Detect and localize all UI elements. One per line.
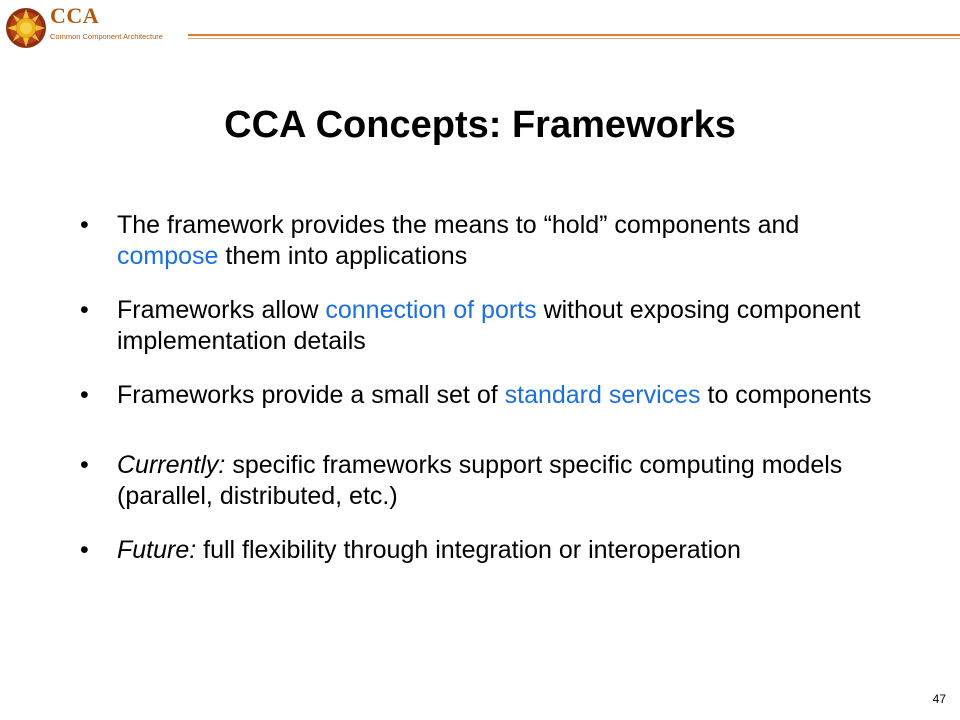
bullet-text: Frameworks allow [117, 296, 326, 324]
slide-header [0, 0, 960, 60]
bullet-text: full flexibility through integration or interoperation [196, 536, 741, 564]
bullet-highlight: standard services [504, 381, 701, 409]
page-number: 47 [932, 692, 946, 706]
bullet-highlight: connection of ports [325, 296, 537, 324]
bullet-item [80, 450, 900, 512]
bullet-list [80, 210, 900, 566]
bullet-item [80, 535, 900, 566]
bullet-highlight: compose [117, 242, 219, 270]
bullet-text: specific frameworks support specific computing models (parallel, distributed, etc.) [117, 451, 843, 510]
bullet-text: The framework provides the means to “hold” components and [117, 211, 800, 239]
bullet-text: them into applications [218, 242, 468, 270]
bullet-item [80, 210, 900, 272]
bullet-item [80, 295, 900, 357]
header-divider-thin [188, 38, 960, 39]
slide-title: CCA Concepts: Frameworks [224, 104, 736, 146]
bullet-item [80, 380, 900, 411]
bullet-italic-lead: Future: [117, 536, 197, 564]
header-divider [188, 34, 960, 36]
logo-text: CCA [50, 3, 100, 28]
logo-subtitle: Common Component Architecture [50, 32, 163, 41]
cca-logo-icon [4, 6, 48, 50]
bullet-text: Frameworks provide a small set of [117, 381, 505, 409]
bullet-text: to components [700, 381, 872, 409]
bullet-text: without exposing component implementation details [117, 296, 861, 355]
bullet-italic-lead: Currently: [117, 451, 226, 479]
